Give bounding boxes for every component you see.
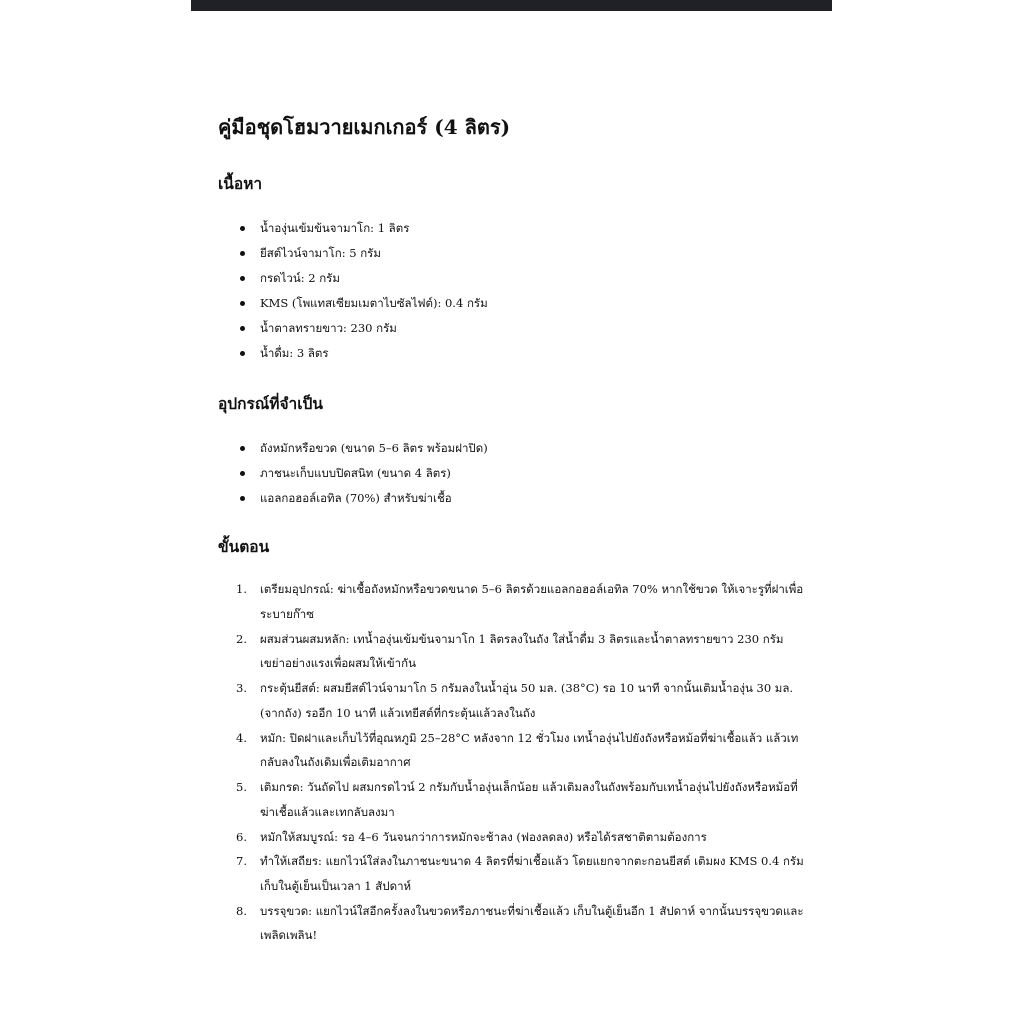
ingredient-text: น้ำดื่ม: 3 ลิตร bbox=[260, 346, 329, 360]
step-item bbox=[218, 825, 818, 850]
step-number: 5. bbox=[236, 780, 247, 794]
step-item bbox=[218, 726, 818, 775]
bullet-icon bbox=[240, 226, 245, 231]
ingredient-text: น้ำตาลทรายขาว: 230 กรัม bbox=[260, 321, 397, 335]
ingredients-heading: เนื้อหา bbox=[218, 174, 263, 193]
step-text: เติมกรด: วันถัดไป ผสมกรดไวน์ 2 กรัมกับน้ำองุ่นเล็กน้อย แล้วเติมลงในถังพร้อมกับเทน้ำองุ่นไปยังถังหรือหม้อที่ฆ่าเชื้อแล้วและเทกลับลงมา bbox=[260, 780, 798, 819]
ingredients-list bbox=[218, 216, 818, 366]
list-item bbox=[218, 486, 818, 511]
step-number: 3. bbox=[236, 681, 247, 695]
bullet-icon bbox=[240, 301, 245, 306]
equipment-text: ภาชนะเก็บแบบปิดสนิท (ขนาด 4 ลิตร) bbox=[260, 466, 451, 480]
ingredient-text: ยีสต์ไวน์จามาโก: 5 กรัม bbox=[260, 246, 381, 260]
step-text: บรรจุขวด: แยกไวน์ใสอีกครั้งลงในขวดหรือภาชนะที่ฆ่าเชื้อแล้ว เก็บในตู้เย็นอีก 1 สัปดาห์ จากนั้นบรรจุขวดและเพลิดเพลิน! bbox=[260, 903, 804, 942]
bullet-icon bbox=[240, 496, 245, 501]
equipment-text: แอลกอฮอล์เอทิล (70%) สำหรับฆ่าเชื้อ bbox=[260, 491, 452, 505]
step-number: 6. bbox=[236, 829, 247, 844]
step-number: 1. bbox=[236, 582, 247, 596]
ingredient-text: น้ำองุ่นเข้มข้นจามาโก: 1 ลิตร bbox=[260, 221, 410, 235]
bullet-icon bbox=[240, 326, 245, 331]
step-number: 7. bbox=[236, 854, 247, 868]
step-text: ผสมส่วนผสมหลัก: เทน้ำองุ่นเข้มข้นจามาโก 1 ลิตรลงในถัง ใส่น้ำดื่ม 3 ลิตรและน้ำตาลทรายขาว 230 กรัม เขย่าอย่างแรงเพื่อผสมให้เข้ากัน bbox=[260, 631, 784, 670]
step-item bbox=[218, 899, 818, 948]
list-item bbox=[218, 291, 818, 316]
bullet-icon bbox=[240, 446, 245, 451]
step-text: หมักให้สมบูรณ์: รอ 4–6 วันจนกว่าการหมักจะช้าลง (ฟองลดลง) หรือได้รสชาติตามต้องการ bbox=[260, 829, 707, 844]
list-item bbox=[218, 316, 818, 341]
ingredient-text: กรดไวน์: 2 กรัม bbox=[260, 271, 340, 285]
bullet-icon bbox=[240, 351, 245, 356]
document-page bbox=[218, 112, 818, 948]
steps-list bbox=[218, 577, 818, 948]
list-item bbox=[218, 436, 818, 461]
bullet-icon bbox=[240, 251, 245, 256]
list-item bbox=[218, 341, 818, 366]
step-item bbox=[218, 577, 818, 626]
equipment-heading: อุปกรณ์ที่จำเป็น bbox=[218, 394, 323, 413]
bullet-icon bbox=[240, 471, 245, 476]
step-text: กระตุ้นยีสต์: ผสมยีสต์ไวน์จามาโก 5 กรัมลงในน้ำอุ่น 50 มล. (38°C) รอ 10 นาที จากนั้นเติมน้ำองุ่น 30 มล. (จากถัง) รออีก 10 นาที แล้วเทยีสต์ที่กระตุ้นแล้วลงในถัง bbox=[260, 681, 794, 720]
step-number: 4. bbox=[236, 730, 247, 745]
page-title: คู่มือชุดโฮมวายเมกเกอร์ (4 ลิตร) bbox=[218, 115, 511, 139]
step-text: เตรียมอุปกรณ์: ฆ่าเชื้อถังหมักหรือขวดขนาด 5–6 ลิตรด้วยแอลกอฮอล์เอทิล 70% หากใช้ขวด ให้เจาะรูที่ฝาเพื่อระบายก๊าซ bbox=[260, 582, 804, 621]
step-text: หมัก: ปิดฝาและเก็บไว้ที่อุณหภูมิ 25–28°C หลังจาก 12 ชั่วโมง เทน้ำองุ่นไปยังถังหรือหม้อที่ฆ่าเชื้อแล้ว แล้วเทกลับลงในถังเดิมเพื่อเติมอากาศ bbox=[260, 730, 799, 769]
list-item bbox=[218, 461, 818, 486]
step-item bbox=[218, 849, 818, 898]
top-bar bbox=[191, 0, 832, 11]
step-item bbox=[218, 676, 818, 725]
equipment-text: ถังหมักหรือขวด (ขนาด 5–6 ลิตร พร้อมฝาปิด) bbox=[260, 441, 488, 455]
step-item bbox=[218, 627, 818, 676]
ingredient-text: KMS (โพแทสเซียมเมตาไบซัลไฟต์): 0.4 กรัม bbox=[260, 296, 488, 310]
step-item bbox=[218, 775, 818, 824]
step-number: 2. bbox=[236, 631, 247, 646]
list-item bbox=[218, 266, 818, 291]
list-item bbox=[218, 216, 818, 241]
step-number: 8. bbox=[236, 903, 247, 918]
bullet-icon bbox=[240, 276, 245, 281]
steps-heading: ขั้นตอน bbox=[218, 537, 270, 556]
step-text: ทำให้เสถียร: แยกไวน์ใส่ลงในภาชนะขนาด 4 ลิตรที่ฆ่าเชื้อแล้ว โดยแยกจากตะกอนยีสต์ เติมผง KMS 0.4 กรัม เก็บในตู้เย็นเป็นเวลา 1 สัปดาห์ bbox=[260, 854, 804, 893]
equipment-list bbox=[218, 436, 818, 511]
list-item bbox=[218, 241, 818, 266]
